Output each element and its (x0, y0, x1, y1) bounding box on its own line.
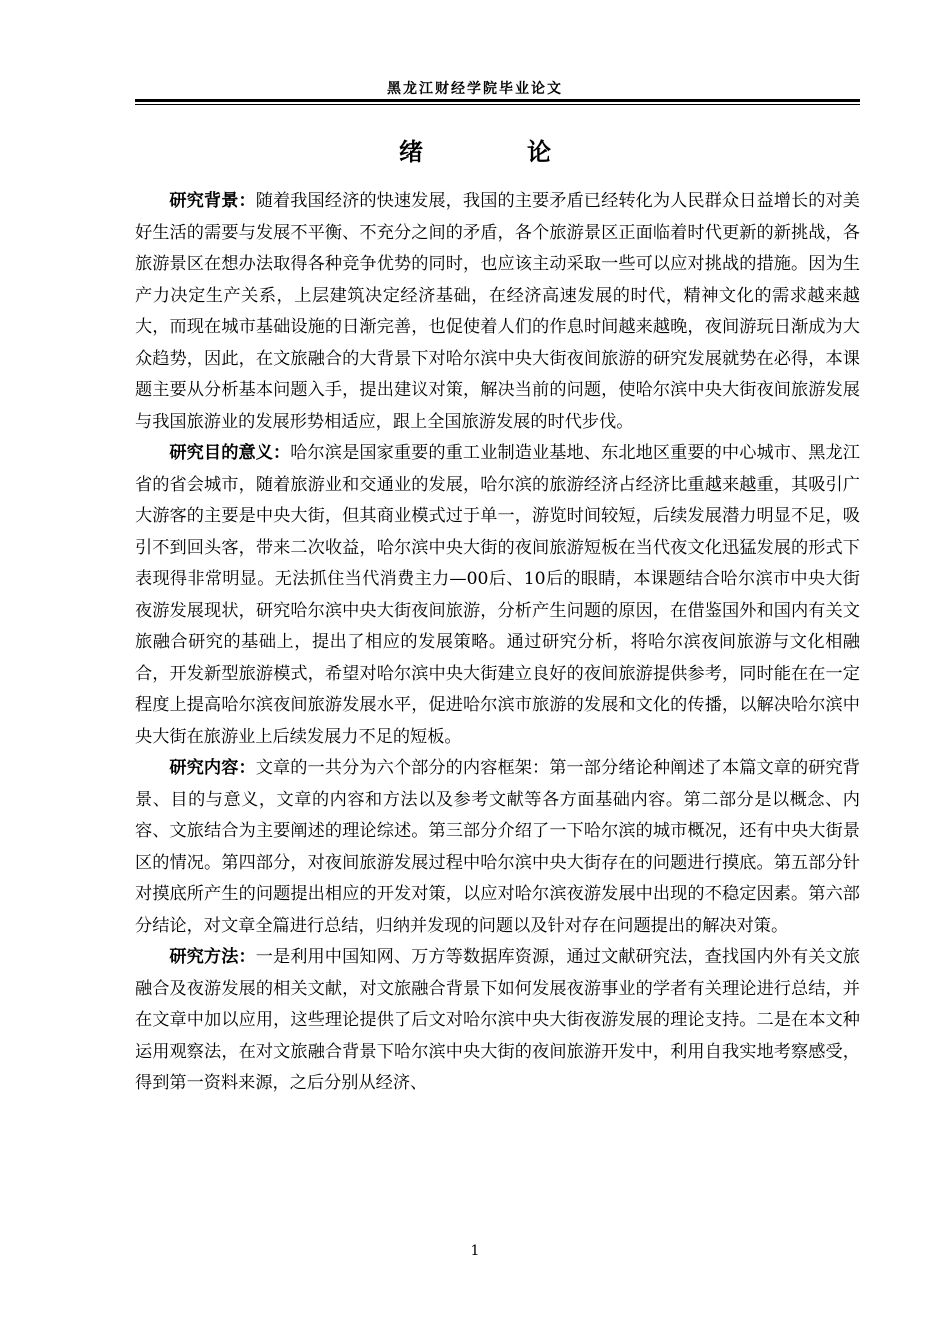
paragraph-text: 哈尔滨是国家重要的重工业制造业基地、东北地区重要的中心城市、黑龙江省的省会城市，随着旅游业和交通业的发展，哈尔滨的旅游经济占经济比重越来越重，其吸引广大游客的主要是中央大街，但其商业模式过于单一，游览时间较短，后续发展潜力明显不足，吸引不到回头客，带来二次收益，哈尔滨中央大街的夜间旅游短板在当代夜文化迅猛发展的形式下表现得非常明显。无法抓住当代消费主力—00后、10后的眼睛，本课题结合哈尔滨市中央大街夜游发展现状，研究哈尔滨中央大街夜间旅游，分析产生问题的原因，在借鉴国外和国内有关文旅融合研究的基础上，提出了相应的发展策略。通过研究分析，将哈尔滨夜间旅游与文化相融合，开发新型旅游模式，希望对哈尔滨中央大街建立良好的夜间旅游提供参考，同时能在在一定程度上提高哈尔滨夜间旅游发展水平，促进哈尔滨市旅游的发展和文化的传播，以解决哈尔滨中央大街在旅游业上后续发展力不足的短板。 (135, 443, 860, 747)
paragraph-label: 研究方法： (169, 947, 256, 967)
paragraph-content (135, 753, 860, 942)
paragraph-purpose (135, 438, 860, 753)
paragraph-label: 研究目的意义： (169, 443, 291, 463)
paragraph-background (135, 186, 860, 438)
paragraph-method (135, 942, 860, 1100)
body-text (135, 186, 860, 1100)
header-rule-thin (135, 104, 860, 105)
page-number: 1 (470, 1243, 480, 1259)
paragraph-text: 文章的一共分为六个部分的内容框架：第一部分绪论种阐述了本篇文章的研究背景、目的与意义，文章的内容和方法以及参考文献等各方面基础内容。第二部分是以概念、内容、文旅结合为主要阐述的理论综述。第三部分介绍了一下哈尔滨的城市概况，还有中央大街景区的情况。第四部分，对夜间旅游发展过程中哈尔滨中央大街存在的问题进行摸底。第五部分针对摸底所产生的问题提出相应的开发对策，以应对哈尔滨夜游发展中出现的不稳定因素。第六部分结论，对文章全篇进行总结，归纳并发现的问题以及针对存在问题提出的解决对策。 (135, 758, 860, 936)
paragraph-text: 一是利用中国知网、万方等数据库资源，通过文献研究法，查找国内外有关文旅融合及夜游发展的相关文献，对文旅融合背景下如何发展夜游事业的学者有关理论进行总结，并在文章中加以应用，这些理论提供了后文对哈尔滨中央大街夜游发展的理论支持。二是在本文种运用观察法，在对文旅融合背景下哈尔滨中央大街的夜间旅游开发中，利用自我实地考察感受，得到第一资料来源，之后分别从经济、 (135, 947, 860, 1093)
paragraph-label: 研究背景： (169, 191, 256, 211)
running-header: 黑龙江财经学院毕业论文 (387, 81, 563, 97)
paragraph-label: 研究内容： (169, 758, 256, 778)
chapter-title: 绪 论 (399, 138, 591, 166)
paragraph-text: 随着我国经济的快速发展，我国的主要矛盾已经转化为人民群众日益增长的对美好生活的需要与发展不平衡、不充分之间的矛盾，各个旅游景区正面临着时代更新的新挑战，各旅游景区在想办法取得各种竞争优势的同时，也应该主动采取一些可以应对挑战的措施。因为生产力决定生产关系，上层建筑决定经济基础，在经济高速发展的时代，精神文化的需求越来越大，而现在城市基础设施的日渐完善，也促使着人们的作息时间越来越晚，夜间游玩日渐成为大众趋势，因此，在文旅融合的大背景下对哈尔滨中央大街夜间旅游的研究发展就势在必得，本课题主要从分析基本问题入手，提出建议对策，解决当前的问题，使哈尔滨中央大街夜间旅游发展与我国旅游业的发展形势相适应，跟上全国旅游发展的时代步伐。 (135, 191, 860, 432)
header-rule-thick (135, 99, 860, 102)
